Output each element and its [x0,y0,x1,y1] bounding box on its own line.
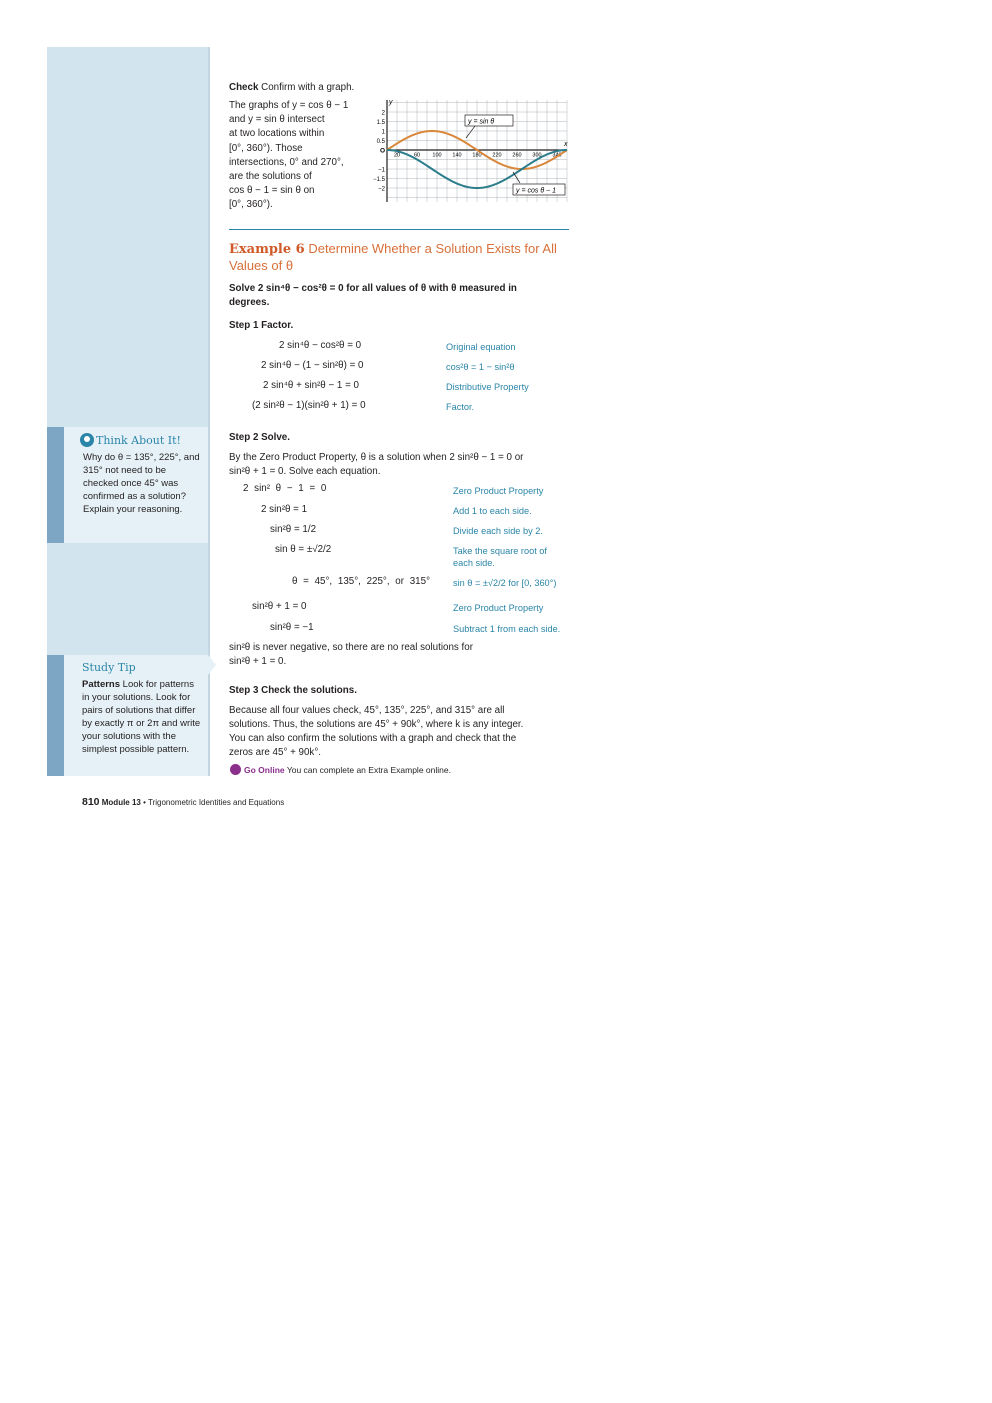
step2-eq-2: 2 sin²θ = 1 [261,504,308,515]
y-tick-label: 2 [381,110,385,117]
check-heading: Check Confirm with a graph. [229,82,355,93]
x-tick-label: 100 [432,152,442,159]
y-tick-label: O [379,147,385,155]
x-tick-label: 20 [393,152,401,159]
step1-note-1: Original equation [446,342,516,352]
y-tick-label: 0.5 [376,139,385,145]
cursor-icon [230,764,241,775]
step2-note-2: Add 1 to each side. [453,506,532,516]
section-divider [229,229,569,230]
step2-eq-6: sin²θ + 1 = 0 [252,601,307,612]
example-title: Example 6 Determine Whether a Solution Exists for All Values of θ [229,241,557,273]
sin-label-leader [466,126,475,138]
step2-note-3: Divide each side by 2. [453,526,543,536]
example-problem-line2: degrees. [229,297,270,308]
step2-eq-3: sin²θ = 1/2 [270,524,317,535]
step2-note-1: Zero Product Property [453,486,544,496]
step2-eq-5: θ = 45°, 135°, 225°, or 315° [292,576,430,587]
step2-note-6: Zero Product Property [453,603,544,613]
study-tip-title: Study Tip [82,661,136,674]
sin-label: y = sin θ [468,118,495,126]
page-number: 810 [82,796,100,808]
step2-eq-4: sin θ = ±√2/2 [275,544,332,555]
example-problem-line1: Solve 2 sin⁴θ − cos²θ = 0 for all values of θ with θ measured in [229,283,517,294]
x-tick-label: 60 [413,152,421,159]
y-tick-label: −1 [378,167,385,174]
step1-eq-3: 2 sin⁴θ + sin²θ − 1 = 0 [263,380,359,391]
x-tick-labels [394,153,562,159]
step1-eq-1: 2 sin⁴θ − cos²θ = 0 [279,340,362,351]
step2-note-5: sin θ = ±√2/2 for [0, 360°) [453,578,557,588]
study-tip-box [47,655,208,776]
x-tick-label: 220 [492,152,502,159]
step2-eq-7: sin²θ = −1 [270,622,314,633]
y-tick-label: −2 [378,186,385,193]
study-tip-text: Patterns Look for patterns in your solutions. Look for pairs of solutions that differ by exactly π or 2π and write your solutions with the simplest possible pattern. [82,679,201,755]
x-tick-label: 340 [552,152,562,159]
y-axis-label: y [389,99,393,106]
step2-conclusion-line1: sin²θ is never negative, so there are no real solutions for [229,642,473,653]
step2-note-4: Take the square root of each side. [453,546,547,568]
x-axis-label: x [564,141,568,148]
step2-heading: Step 2 Solve. [229,432,290,443]
go-online-link[interactable]: Go Online You can complete an Extra Example online. [230,764,451,775]
step1-note-4: Factor. [446,402,475,412]
step2-note-7: Subtract 1 from each side. [453,624,561,634]
box-accent-bar [47,655,64,776]
step3-text: Because all four values check, 45°, 135°, 225°, and 315° are all solutions. Thus, the solutions are 45° + 90k°, where k is any integer. You can also confirm the solutions with a graph and check that the zeros are 45° + 90k°. [229,705,524,758]
step2-eq-1: 2 sin² θ − 1 = 0 [243,483,327,494]
check-explanation: The graphs of y = cos θ − 1 and y = sin θ intersect at two locations within [0°, 360°). Those intersections, 0° and 270°, are the solutions of cos θ − 1 = sin θ on [0°, 360°). [229,100,349,211]
x-tick-label: 260 [512,152,522,159]
cos-label: y = cos θ − 1 [516,187,556,195]
box-pointer [208,655,216,675]
think-text: Why do θ = 135°, 225°, and 315° not need to be checked once 45° was confirmed as a solution? Explain your reasoning. [83,452,200,515]
y-tick-label: −1.5 [373,177,385,183]
step1-note-3: Distributive Property [446,382,529,392]
x-tick-label: 180 [472,152,482,159]
step3-heading: Step 3 Check the solutions. [229,685,357,696]
trig-graph [370,96,585,206]
chapter-title: Trigonometric Identities and Equations [147,798,285,807]
x-tick-label: 300 [532,152,542,159]
page-footer: 810 Module 13 • Trigonometric Identities and Equations [82,796,285,808]
step2-intro-line1: By the Zero Product Property, θ is a solution when 2 sin²θ − 1 = 0 or [229,452,524,463]
step1-eq-4: (2 sin²θ − 1)(sin²θ + 1) = 0 [252,400,366,411]
module-label: Module 13 [99,798,141,807]
think-title: Think About It! [80,433,202,447]
step1-note-2: cos²θ = 1 − sin²θ [446,362,515,372]
y-tick-label: 1 [381,129,385,136]
think-about-it-box [47,427,208,543]
step1-eq-2: 2 sin⁴θ − (1 − sin²θ) = 0 [261,360,364,371]
box-accent-bar [47,427,64,543]
y-tick-label: 1.5 [376,120,385,126]
step2-conclusion-line2: sin²θ + 1 = 0. [229,656,287,667]
lightbulb-icon [80,433,94,447]
step2-intro-line2: sin²θ + 1 = 0. Solve each equation. [229,466,381,477]
x-tick-label: 140 [452,152,462,159]
y-tick-labels [373,111,386,193]
step1-heading: Step 1 Factor. [229,320,294,331]
